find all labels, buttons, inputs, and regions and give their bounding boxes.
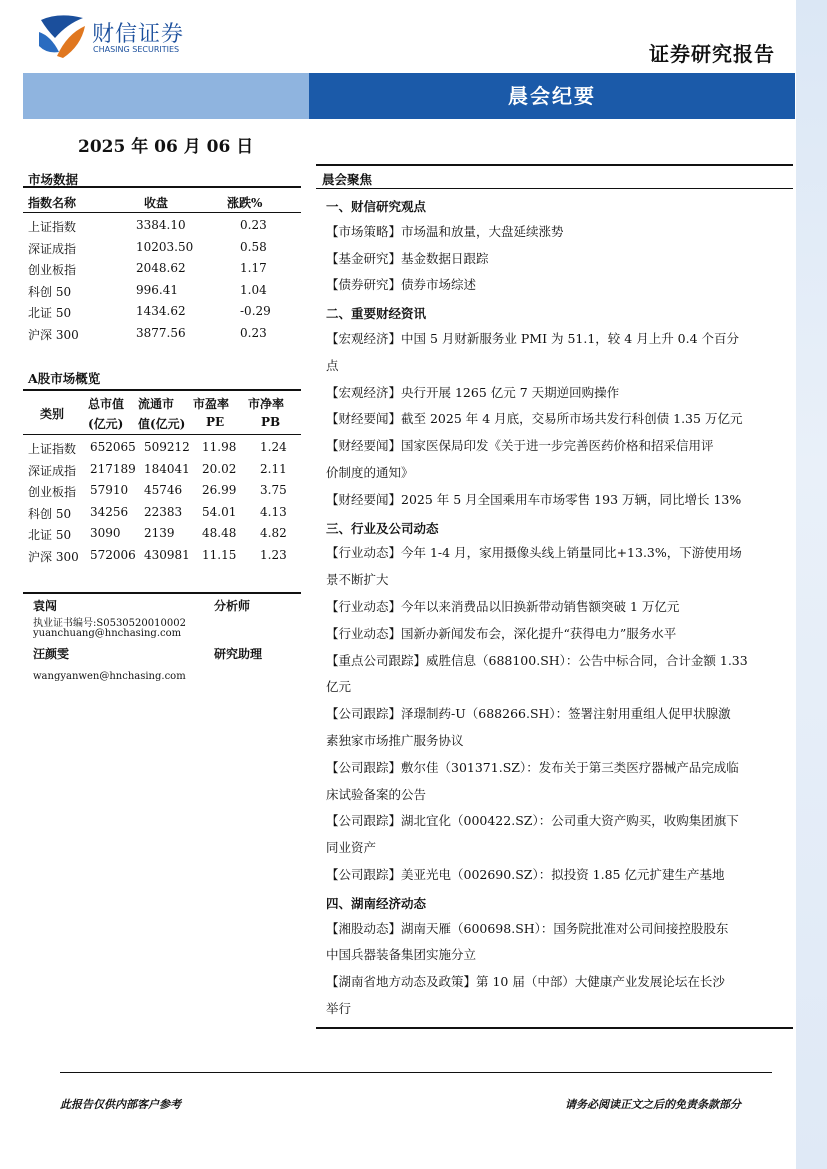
overview-pb: 1.23 (260, 547, 287, 562)
market-close-value: 3384.10 (136, 218, 186, 232)
overview-float-cap: 2139 (144, 526, 175, 540)
col-header: 市净率 (248, 397, 285, 411)
analyst-email[interactable]: yuanchuang@hnchasing.com (33, 628, 182, 639)
overview-category: 沪深 300 (28, 549, 79, 564)
focus-item-continuation[interactable]: 价制度的通知》 (326, 465, 414, 480)
focus-item[interactable]: 【公司跟踪】湖北宜化（000422.SZ）：公司重大资产购买，收购集团旗下 (326, 813, 739, 829)
col-header: 指数名称 (28, 196, 77, 210)
overview-total-cap: 3090 (90, 526, 121, 540)
focus-item-continuation[interactable]: 举行 (326, 1001, 352, 1016)
market-index-name: 沪深 300 (28, 327, 79, 342)
focus-item[interactable]: 【重点公司跟踪】威胜信息（688100.SH）：公告中标合同，合计金额 1.33 (326, 652, 748, 668)
analyst-role: 分析师 (214, 599, 251, 613)
focus-item[interactable]: 【行业动态】今年以来消费品以旧换新带动销售额突破 1 万亿元 (326, 599, 680, 614)
focus-item-continuation[interactable]: 素独家市场推广服务协议 (326, 733, 464, 748)
focus-item[interactable]: 【公司跟踪】泽璟制药-U（688266.SH）：签署注射用重组人促甲状腺激 (326, 706, 731, 722)
overview-category: 深证成指 (28, 463, 77, 478)
col-header: 类别 (40, 407, 65, 421)
focus-item[interactable]: 【行业动态】国新办新闻发布会，深化提升“获得电力”服务水平 (326, 625, 677, 641)
overview-pe: 54.01 (202, 504, 237, 519)
focus-item-continuation[interactable]: 床试验备案的公告 (326, 786, 427, 802)
banner-title: 晨会纪要 (508, 84, 596, 108)
overview-float-cap: 22383 (144, 504, 183, 519)
overview-pe: 48.48 (202, 526, 237, 540)
analyst-name: 袁闯 (33, 599, 58, 613)
focus-item[interactable]: 【财经要闻】国家医保局印发《关于进一步完善医药价格和招采信用评 (326, 438, 714, 454)
focus-item-continuation[interactable]: 点 (326, 357, 339, 373)
divider (316, 164, 793, 166)
divider (23, 186, 301, 188)
overview-pe: 20.02 (202, 461, 237, 476)
company-logo (37, 12, 87, 58)
overview-total-cap: 34256 (90, 504, 129, 519)
focus-item[interactable]: 【财经要闻】2025 年 5 月全国乘用车市场零售 193 万辆，同比增长 13% (326, 491, 742, 507)
overview-total-cap: 57910 (90, 483, 129, 497)
divider (23, 434, 301, 435)
overview-category: 创业板指 (28, 485, 77, 499)
focus-item[interactable]: 【公司跟踪】美亚光电（002690.SZ）：拟投资 1.85 亿元扩建生产基地 (326, 867, 725, 882)
overview-pe: 11.98 (202, 440, 237, 454)
focus-item[interactable]: 【湖南省地方动态及政策】第 10 届（中部）大健康产业发展论坛在长沙 (326, 974, 725, 990)
divider (23, 389, 301, 391)
report-date: 2025 年 06 月 06 日 (78, 137, 254, 157)
overview-section-title: A股市场概览 (28, 371, 101, 386)
overview-category: 科创 50 (28, 506, 72, 521)
focus-item[interactable]: 【基金研究】基金数据日跟踪 (326, 250, 489, 266)
brand-name-en: CHASING SECURITIES (93, 45, 180, 54)
banner-left-block (23, 73, 309, 119)
divider (316, 188, 793, 189)
focus-item[interactable]: 【宏观经济】中国 5 月财新服务业 PMI 为 51.1，较 4 月上升 0.4 个百分 (326, 331, 740, 346)
assistant-role: 研究助理 (214, 647, 263, 661)
divider (23, 592, 301, 594)
col-header: PE (206, 415, 225, 429)
assistant-name: 汪颜雯 (33, 647, 70, 661)
col-header: 收盘 (144, 196, 169, 210)
market-change-value: 0.58 (240, 239, 267, 254)
overview-pb: 4.82 (260, 526, 287, 540)
overview-float-cap: 509212 (144, 440, 190, 454)
col-header: (亿元) (88, 417, 124, 431)
divider (23, 212, 301, 213)
focus-item-continuation[interactable]: 亿元 (326, 679, 352, 695)
col-header: PB (261, 415, 281, 429)
overview-float-cap: 184041 (144, 461, 190, 476)
footer-divider (60, 1072, 772, 1073)
focus-item[interactable]: 【财经要闻】截至 2025 年 4 月底，交易所市场共发行科创债 1.35 万亿元 (326, 411, 743, 427)
focus-section-title: 晨会聚焦 (322, 172, 373, 187)
focus-section-heading: 一、财信研究观点 (326, 199, 427, 214)
market-close-value: 996.41 (136, 282, 178, 297)
focus-item[interactable]: 【公司跟踪】敷尔佳（301371.SZ）：发布关于第三类医疗器械产品完成临 (326, 759, 739, 775)
focus-item-continuation[interactable]: 同业资产 (326, 840, 377, 856)
market-index-name: 深证成指 (28, 241, 77, 256)
market-close-value: 10203.50 (136, 239, 194, 254)
focus-section-heading: 四、湖南经济动态 (326, 895, 427, 911)
col-header: 涨跌% (227, 196, 263, 210)
market-close-value: 2048.62 (136, 261, 186, 275)
footer-left: 此报告仅供内部客户参考 (60, 1098, 181, 1111)
focus-item-continuation[interactable]: 景不断扩大 (326, 572, 389, 588)
divider (316, 1027, 793, 1029)
brand-name-cn: 财信证券 (92, 22, 185, 47)
market-close-value: 3877.56 (136, 325, 186, 340)
side-strip (796, 0, 827, 1169)
col-header: 值(亿元) (138, 417, 186, 431)
market-index-name: 北证 50 (28, 306, 72, 320)
focus-item[interactable]: 【行业动态】今年 1-4 月，家用摄像头线上销量同比+13.3%，下游使用场 (326, 545, 742, 561)
col-header: 流通市 (138, 397, 175, 411)
logo-mark-icon (37, 12, 87, 58)
overview-pe: 26.99 (202, 483, 237, 497)
market-section-title: 市场数据 (28, 172, 79, 187)
focus-section-heading: 二、重要财经资讯 (326, 306, 427, 322)
assistant-email[interactable]: wangyanwen@hnchasing.com (33, 671, 186, 682)
overview-pe: 11.15 (202, 547, 237, 562)
overview-total-cap: 652065 (90, 440, 136, 454)
overview-pb: 4.13 (260, 504, 287, 519)
footer-right: 请务必阅读正文之后的免责条款部分 (565, 1098, 741, 1111)
focus-item[interactable]: 【市场策略】市场温和放量，大盘延续涨势 (326, 223, 564, 239)
overview-float-cap: 430981 (144, 547, 190, 562)
col-header: 总市值 (88, 397, 125, 411)
focus-item[interactable]: 【宏观经济】央行开展 1265 亿元 7 天期逆回购操作 (326, 384, 620, 400)
overview-pb: 1.24 (260, 440, 287, 454)
overview-float-cap: 45746 (144, 483, 183, 497)
market-change-value: 1.04 (240, 282, 267, 297)
market-index-name: 科创 50 (28, 284, 72, 299)
focus-item[interactable]: 【湘股动态】湖南天雁（600698.SH）：国务院批准对公司间接控股股东 (326, 920, 729, 936)
col-header: 市盈率 (193, 397, 230, 411)
focus-section-heading: 三、行业及公司动态 (326, 520, 439, 536)
report-type: 证券研究报告 (649, 42, 775, 66)
overview-total-cap: 572006 (90, 547, 136, 562)
overview-pb: 3.75 (260, 483, 287, 497)
overview-category: 北证 50 (28, 528, 72, 542)
market-change-value: -0.29 (240, 304, 271, 318)
market-change-value: 0.23 (240, 218, 267, 232)
overview-pb: 2.11 (260, 461, 287, 476)
analyst-cert: 执业证书编号:S0530520010002 (33, 618, 186, 629)
market-index-name: 创业板指 (28, 263, 77, 277)
market-index-name: 上证指数 (28, 220, 77, 234)
market-change-value: 0.23 (240, 325, 267, 340)
overview-total-cap: 217189 (90, 461, 136, 476)
market-close-value: 1434.62 (136, 304, 186, 318)
overview-category: 上证指数 (28, 442, 77, 456)
focus-item[interactable]: 【债券研究】债券市场综述 (326, 277, 477, 293)
focus-item-continuation[interactable]: 中国兵器装备集团实施分立 (326, 947, 477, 963)
market-change-value: 1.17 (240, 261, 267, 275)
